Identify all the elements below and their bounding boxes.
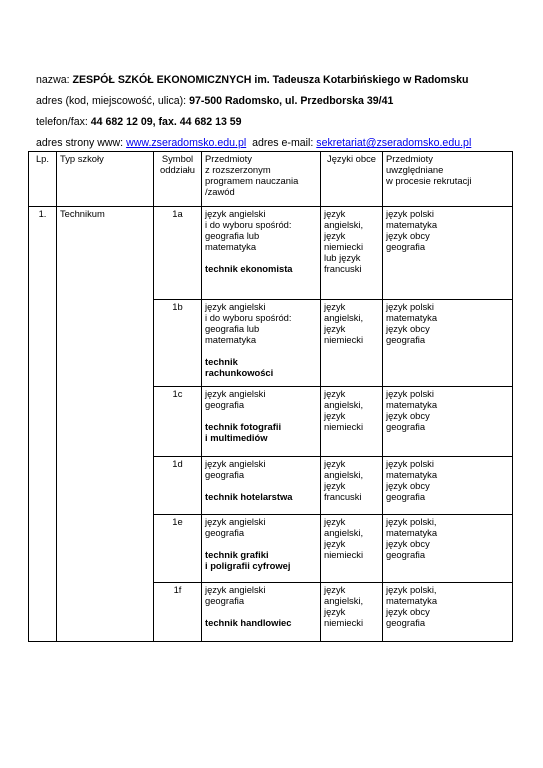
subjects-cell xyxy=(202,583,321,642)
recruitment-cell: język polski matematyka język obcy geografia xyxy=(383,300,513,387)
languages-cell: język angielski, język francuski xyxy=(321,457,383,515)
address-label: adres (kod, miejscowość, ulica): xyxy=(36,95,190,107)
languages-cell: język angielski, język niemiecki xyxy=(321,515,383,583)
languages-cell: język angielski, język niemiecki xyxy=(321,583,383,642)
languages-cell: język angielski, język niemiecki lub język francuski xyxy=(321,207,383,300)
symbol-cell: 1c xyxy=(154,387,202,457)
symbol-cell: 1a xyxy=(154,207,202,300)
school-header xyxy=(36,74,536,158)
header-type: Typ szkoły xyxy=(57,152,154,207)
lp-cell: 1. xyxy=(29,207,57,642)
subjects-cell xyxy=(202,515,321,583)
school-name-line xyxy=(36,74,536,95)
subjects-cell xyxy=(202,387,321,457)
table-row xyxy=(29,207,513,300)
profession-text: technik grafiki i poligrafii cyfrowej xyxy=(205,549,291,571)
symbol-cell: 1f xyxy=(154,583,202,642)
recruitment-cell: język polski, matematyka język obcy geografia xyxy=(383,583,513,642)
subjects-text: język angielski i do wyboru spośród: geografia lub matematyka xyxy=(205,208,292,252)
name-label: nazwa: xyxy=(36,74,73,86)
profession-text: technik rachunkowości xyxy=(205,356,274,378)
profession-text: technik fotografii i multimediów xyxy=(205,421,282,443)
languages-cell: język angielski, język niemiecki xyxy=(321,387,383,457)
email-label: adres e-mail: xyxy=(252,137,317,149)
subjects-cell xyxy=(202,457,321,515)
phone-value: 44 682 12 09, fax. 44 682 13 59 xyxy=(90,116,242,128)
profession-text: technik handlowiec xyxy=(205,617,292,628)
www-label: adres strony www: xyxy=(36,137,127,149)
recruitment-cell: język polski matematyka język obcy geografia xyxy=(383,457,513,515)
subjects-cell xyxy=(202,207,321,300)
website-link[interactable]: www.zseradomsko.edu.pl xyxy=(126,137,247,149)
recruitment-cell: język polski matematyka język obcy geografia xyxy=(383,387,513,457)
table-header-row xyxy=(29,152,513,207)
subjects-text: język angielski i do wyboru spośród: geografia lub matematyka xyxy=(205,301,292,345)
address-value: 97-500 Radomsko, ul. Przedborska 39/41 xyxy=(189,95,394,107)
subjects-text: język angielski geografia xyxy=(205,388,266,410)
phone-label: telefon/fax: xyxy=(36,116,91,128)
header-subjects: Przedmioty z rozszerzonym programem nauczania /zawód xyxy=(202,152,321,207)
recruitment-cell: język polski, matematyka język obcy geografia xyxy=(383,515,513,583)
phone-line xyxy=(36,116,536,137)
subjects-text: język angielski geografia xyxy=(205,458,266,480)
symbol-cell: 1d xyxy=(154,457,202,515)
school-table xyxy=(28,151,513,642)
profession-text: technik hotelarstwa xyxy=(205,491,293,502)
recruitment-cell: język polski matematyka język obcy geografia xyxy=(383,207,513,300)
symbol-cell: 1e xyxy=(154,515,202,583)
symbol-cell: 1b xyxy=(154,300,202,387)
header-languages: Języki obce xyxy=(321,152,383,207)
type-cell: Technikum xyxy=(57,207,154,642)
header-lp: Lp. xyxy=(29,152,57,207)
address-line xyxy=(36,95,536,116)
header-recruitment: Przedmioty uwzględniane w procesie rekrutacji xyxy=(383,152,513,207)
profession-text: technik ekonomista xyxy=(205,263,293,274)
subjects-text: język angielski geografia xyxy=(205,584,266,606)
email-link[interactable]: sekretariat@zseradomsko.edu.pl xyxy=(316,137,472,149)
languages-cell: język angielski, język niemiecki xyxy=(321,300,383,387)
subjects-text: język angielski geografia xyxy=(205,516,266,538)
school-name: ZESPÓŁ SZKÓŁ EKONOMICZNYCH im. Tadeusza Kotarbińskiego w Radomsku xyxy=(72,74,469,86)
subjects-cell xyxy=(202,300,321,387)
header-symbol: Symbol oddziału xyxy=(154,152,202,207)
